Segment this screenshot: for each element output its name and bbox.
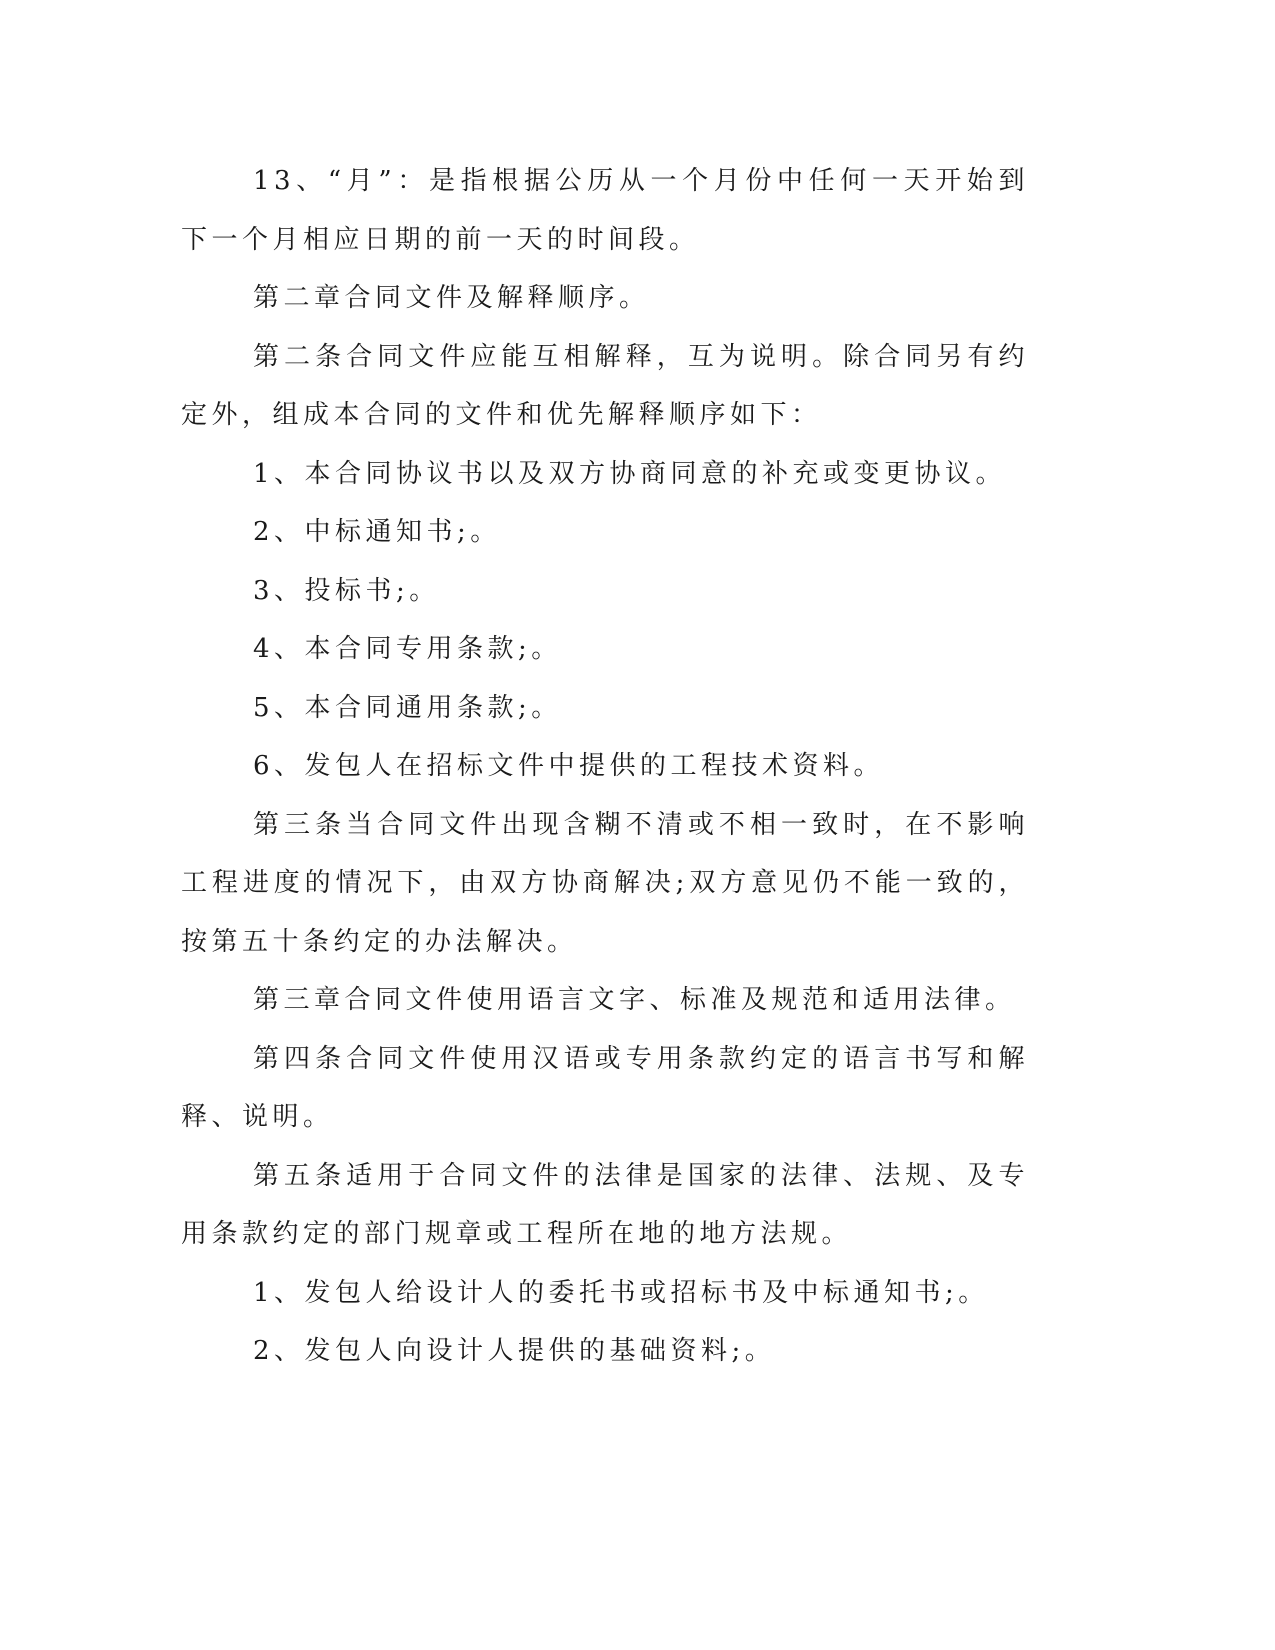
list-item: 5、本合同通用条款;。: [253, 692, 562, 723]
paragraph-month-definition: 13、“月”：是指根据公历从一个月份中任何一天开始到下一个月相应日期的前一天的时间段。: [181, 166, 1029, 255]
chapter-2-heading: 第二章合同文件及解释顺序。: [253, 283, 650, 313]
list-item: 3、投标书;。: [253, 575, 440, 606]
list-item: 2、中标通知书;。: [253, 517, 501, 547]
list-item: 2、发包人向设计人提供的基础资料;。: [253, 1336, 776, 1366]
list-item: 6、发包人在招标文件中提供的工程技术资料。: [253, 751, 885, 781]
document-body: [181, 152, 1029, 1381]
chapter-3-heading: 第三章合同文件使用语言文字、标准及规范和适用法律。: [253, 985, 1016, 1015]
article-2-paragraph: 第二条合同文件应能互相解释，互为说明。除合同另有约定外，组成本合同的文件和优先解释顺序如下：: [181, 341, 1029, 430]
list-item: 1、发包人给设计人的委托书或招标书及中标通知书;。: [253, 1277, 989, 1308]
article-3-paragraph: 第三条当合同文件出现含糊不清或不相一致时，在不影响工程进度的情况下，由双方协商解决;双方意见仍不能一致的，按第五十条约定的办法解决。: [181, 809, 1029, 957]
list-item: 1、本合同协议书以及双方协商同意的补充或变更协议。: [253, 458, 1007, 489]
article-4-paragraph: 第四条合同文件使用汉语或专用条款约定的语言书写和解释、说明。: [181, 1043, 1029, 1132]
list-item: 4、本合同专用条款;。: [253, 634, 562, 664]
article-5-paragraph: 第五条适用于合同文件的法律是国家的法律、法规、及专用条款约定的部门规章或工程所在地的地方法规。: [181, 1160, 1029, 1249]
